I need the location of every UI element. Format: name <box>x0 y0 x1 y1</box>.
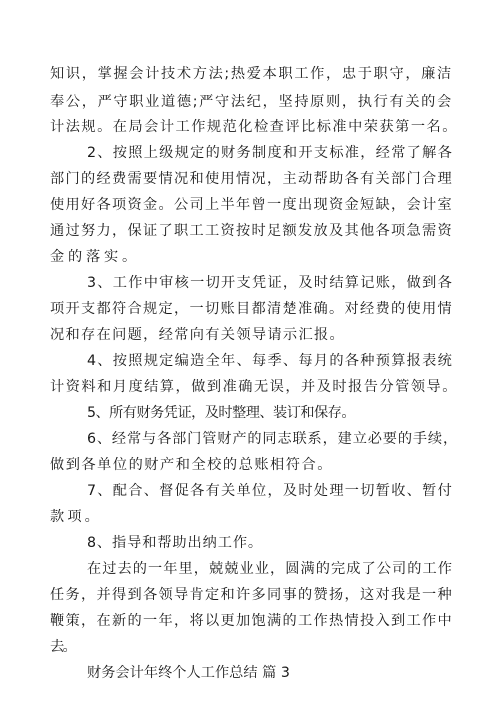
section-heading <box>0 662 500 684</box>
paragraph-line <box>0 272 500 294</box>
paragraph-line <box>0 610 500 632</box>
paragraph-line <box>0 376 500 398</box>
section-heading-text: 财务会计年终个人工作总结 篇 3 <box>87 665 290 681</box>
paragraph-line <box>0 91 500 113</box>
text-line: 金的落实。 <box>50 249 140 265</box>
paragraph-line <box>0 194 500 216</box>
text-line: 项开支都符合规定，一切账目都清楚准确。对经费的使用情 <box>50 301 453 317</box>
text-line: 况和存在问题，经常向有关领导请示汇报。 <box>50 327 346 343</box>
paragraph-line <box>0 142 500 164</box>
text-line: 奉公，严守职业道德;严守法纪，坚持原则，执行有关的会 <box>50 94 453 110</box>
text-line: 7、配合、督促各有关单位，及时处理一切暂收、暂付 <box>87 483 454 499</box>
paragraph-line <box>0 402 500 424</box>
text-line: 通过努力，保证了职工工资按时足额发放及其他各项急需资 <box>50 223 453 239</box>
paragraph-line <box>0 558 500 580</box>
text-line: 鞭策，在新的一年，将以更加饱满的工作热情投入到工作中 <box>50 613 453 629</box>
text-line: 计资料和月度结算，做到准确无误，并及时报告分管领导。 <box>50 379 458 395</box>
text-line: 去。 <box>50 639 75 655</box>
paragraph-line <box>0 506 500 528</box>
paragraph-line <box>0 116 500 138</box>
paragraph-line <box>0 584 500 606</box>
text-line: 做到各单位的财产和全校的总账相符合。 <box>50 457 333 473</box>
text-line: 使用好各项资金。公司上半年曾一度出现资金短缺，会计室 <box>50 197 453 213</box>
text-line: 4、按照规定编造全年、每季、每月的各种预算报表统 <box>87 353 454 369</box>
text-line: 款项。 <box>50 509 102 525</box>
text-line: 2、按照上级规定的财务制度和开支标准，经常了解各 <box>87 145 454 161</box>
text-line: 任务，并得到各领导肯定和许多同事的赞扬，这对我是一种 <box>50 587 453 603</box>
paragraph-line <box>0 298 500 320</box>
text-line: 5、所有财务凭证，及时整理、装订和保存。 <box>87 405 355 421</box>
paragraph-line <box>0 350 500 372</box>
paragraph-line <box>0 636 500 658</box>
paragraph-line <box>0 454 500 476</box>
paragraph-line <box>0 246 500 268</box>
text-line: 6、经常与各部门管财产的同志联系，建立必要的手续， <box>87 431 459 447</box>
paragraph-line <box>0 324 500 346</box>
paragraph-line <box>0 532 500 554</box>
text-line: 部门的经费需要情况和使用情况，主动帮助各有关部门合理 <box>50 171 453 187</box>
paragraph-line <box>0 428 500 450</box>
paragraph-line <box>0 220 500 242</box>
text-line: 知识，掌握会计技术方法;热爱本职工作，忠于职守，廉洁 <box>50 66 453 82</box>
paragraph-line <box>0 168 500 190</box>
text-line: 计法规。在局会计工作规范化检查评比标准中荣获第一名。 <box>50 119 458 135</box>
paragraph-line <box>0 63 500 85</box>
text-line: 3、工作中审核一切开支凭证，及时结算记账，做到各 <box>87 275 454 291</box>
text-line: 8、指导和帮助出纳工作。 <box>87 535 264 551</box>
text-line: 在过去的一年里，兢兢业业，圆满的完成了公司的工作 <box>87 561 453 577</box>
paragraph-line <box>0 480 500 502</box>
